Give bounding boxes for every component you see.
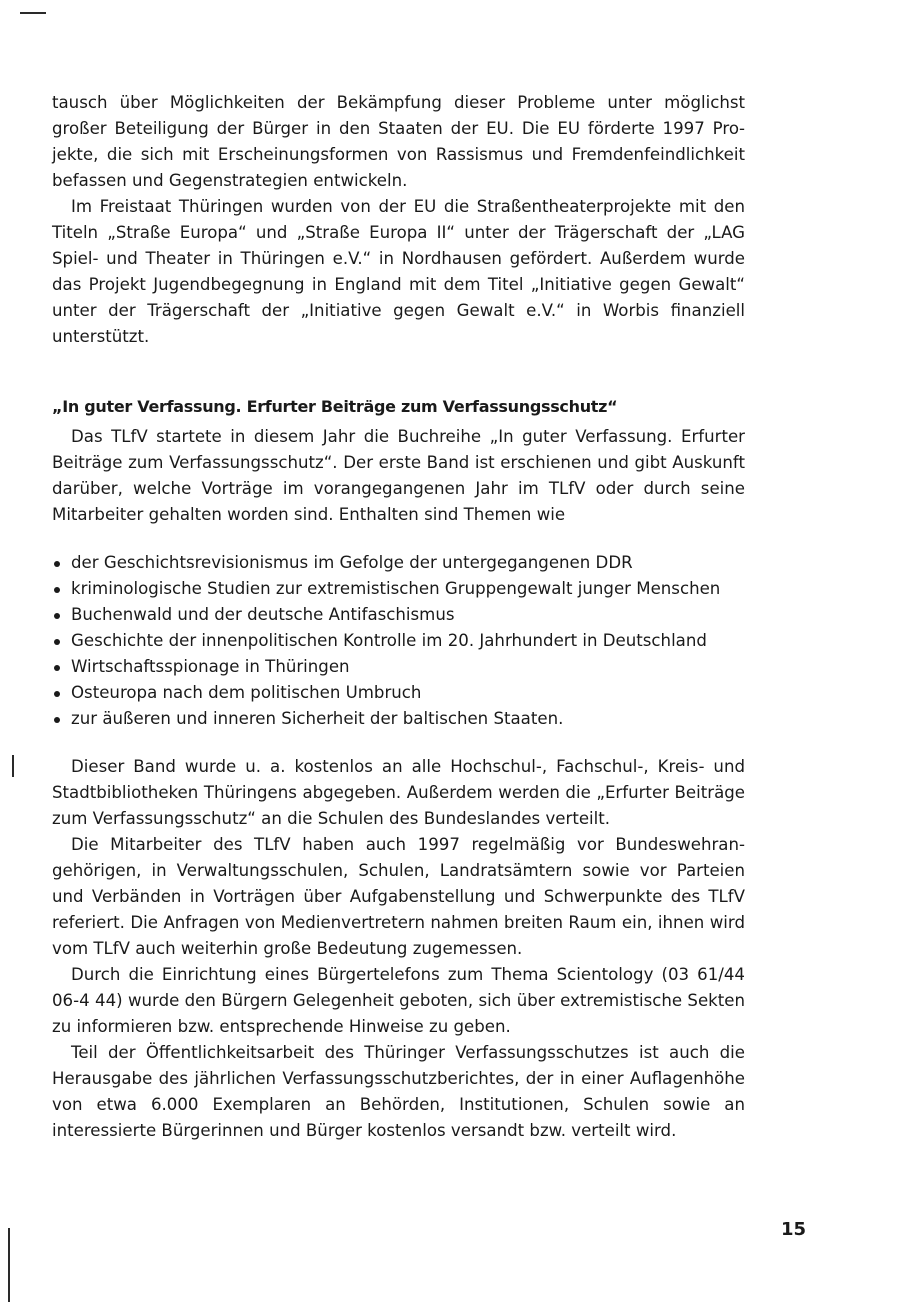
section-heading: „In guter Verfassung. Erfurter Beiträge zum Verfassungsschutz“ [52,397,618,416]
paragraph-eu-intro: tausch über Möglichkeiten der Bekämpfung dieser Probleme unter möglichst großer Beteiligung der Bürger in den Staaten der EU. Die EU förderte 1997 Projekte, die sich mit Erscheinungsformen von Rassismus und Fremdenfeindlichkeit befassen und Gegenstrategien entwickeln. [52,93,745,190]
paragraph-hotline: Durch die Einrichtung eines Bürgertelefons zum Thema Scientology (03 61/44 06-4 44) wurde den Bürgern Gelegenheit geboten, sich über extremistische Sekten zu informieren bzw. entsprechende Hinweise zu geben. [52,965,745,1036]
list-item: Wirtschaftsspionage in Thüringen [52,654,745,680]
paragraph-thueringen-projects: Im Freistaat Thüringen wurden von der EU die Straßentheaterprojekte mit den Titeln „Straße Europa“ und „Straße Europa II“ unter der Trägerschaft der „LAG Spiel- und Theater in Thüringen e.V.“ in Nordhausen gefördert. Außerdem wurde das Projekt Jugendbegegnung in England mit dem Titel „Initiative gegen Gewalt“ unter der Trägerschaft der „Initiative gegen Gewalt e.V.“ in Worbis finanziell unterstützt. [52,197,745,346]
paragraph-annual-report: Teil der Öffentlichkeitsarbeit des Thüringer Verfassungsschutzes ist auch die Herausgabe des jährlichen Verfassungsschutzberichtes, der in einer Auflagenhöhe von etwa 6.000 Exemplaren an Behörden, Institutionen, Schulen sowie an interessierte Bürgerinnen und Bürger kostenlos versandt bzw. verteilt wird. [52,1043,745,1140]
scan-mark-left [12,755,14,777]
page-number: 15 [781,1219,807,1240]
scan-mark-top [20,12,46,14]
list-item: der Geschichtsrevisionismus im Gefolge der untergegangenen DDR [52,550,745,576]
list-item: Geschichte der innenpolitischen Kontrolle im 20. Jahrhundert in Deutschland [52,628,745,654]
page-body [52,90,745,1144]
paragraph-book-series: Das TLfV startete in diesem Jahr die Buchreihe „In guter Verfassung. Erfurter Beiträge zum Verfassungsschutz“. Der erste Band ist erschienen und gibt Auskunft darüber, welche Vorträge im vorangegangenen Jahr im TLfV oder durch seine Mitarbeiter gehalten worden sind. Enthalten sind Themen wie [52,427,745,524]
scan-mark-left-bottom [8,1228,10,1302]
list-item: Buchenwald und der deutsche Antifaschismus [52,602,745,628]
paragraph-distribution: Dieser Band wurde u. a. kostenlos an alle Hochschul-, Fachschul-, Kreis- und Stadtbibliotheken Thüringens abgegeben. Außerdem werden die „Erfurter Beiträge zum Verfassungsschutz“ an die Schulen des Bundeslandes verteilt. [52,757,745,828]
topic-list [52,550,745,732]
list-item: kriminologische Studien zur extremistischen Gruppengewalt junger Menschen [52,576,745,602]
list-item: zur äußeren und inneren Sicherheit der baltischen Staaten. [52,706,745,732]
paragraph-lectures: Die Mitarbeiter des TLfV haben auch 1997 regelmäßig vor Bundeswehrangehörigen, in Verwaltungsschulen, Schulen, Landratsämtern sowie vor Parteien und Verbänden in Vorträgen über Aufgabenstellung und Schwerpunkte des TLfV referiert. Die Anfragen von Medienvertretern nahmen breiten Raum ein, ihnen wird vom TLfV auch weiterhin große Bedeutung zugemessen. [52,835,745,958]
list-item: Osteuropa nach dem politischen Umbruch [52,680,745,706]
